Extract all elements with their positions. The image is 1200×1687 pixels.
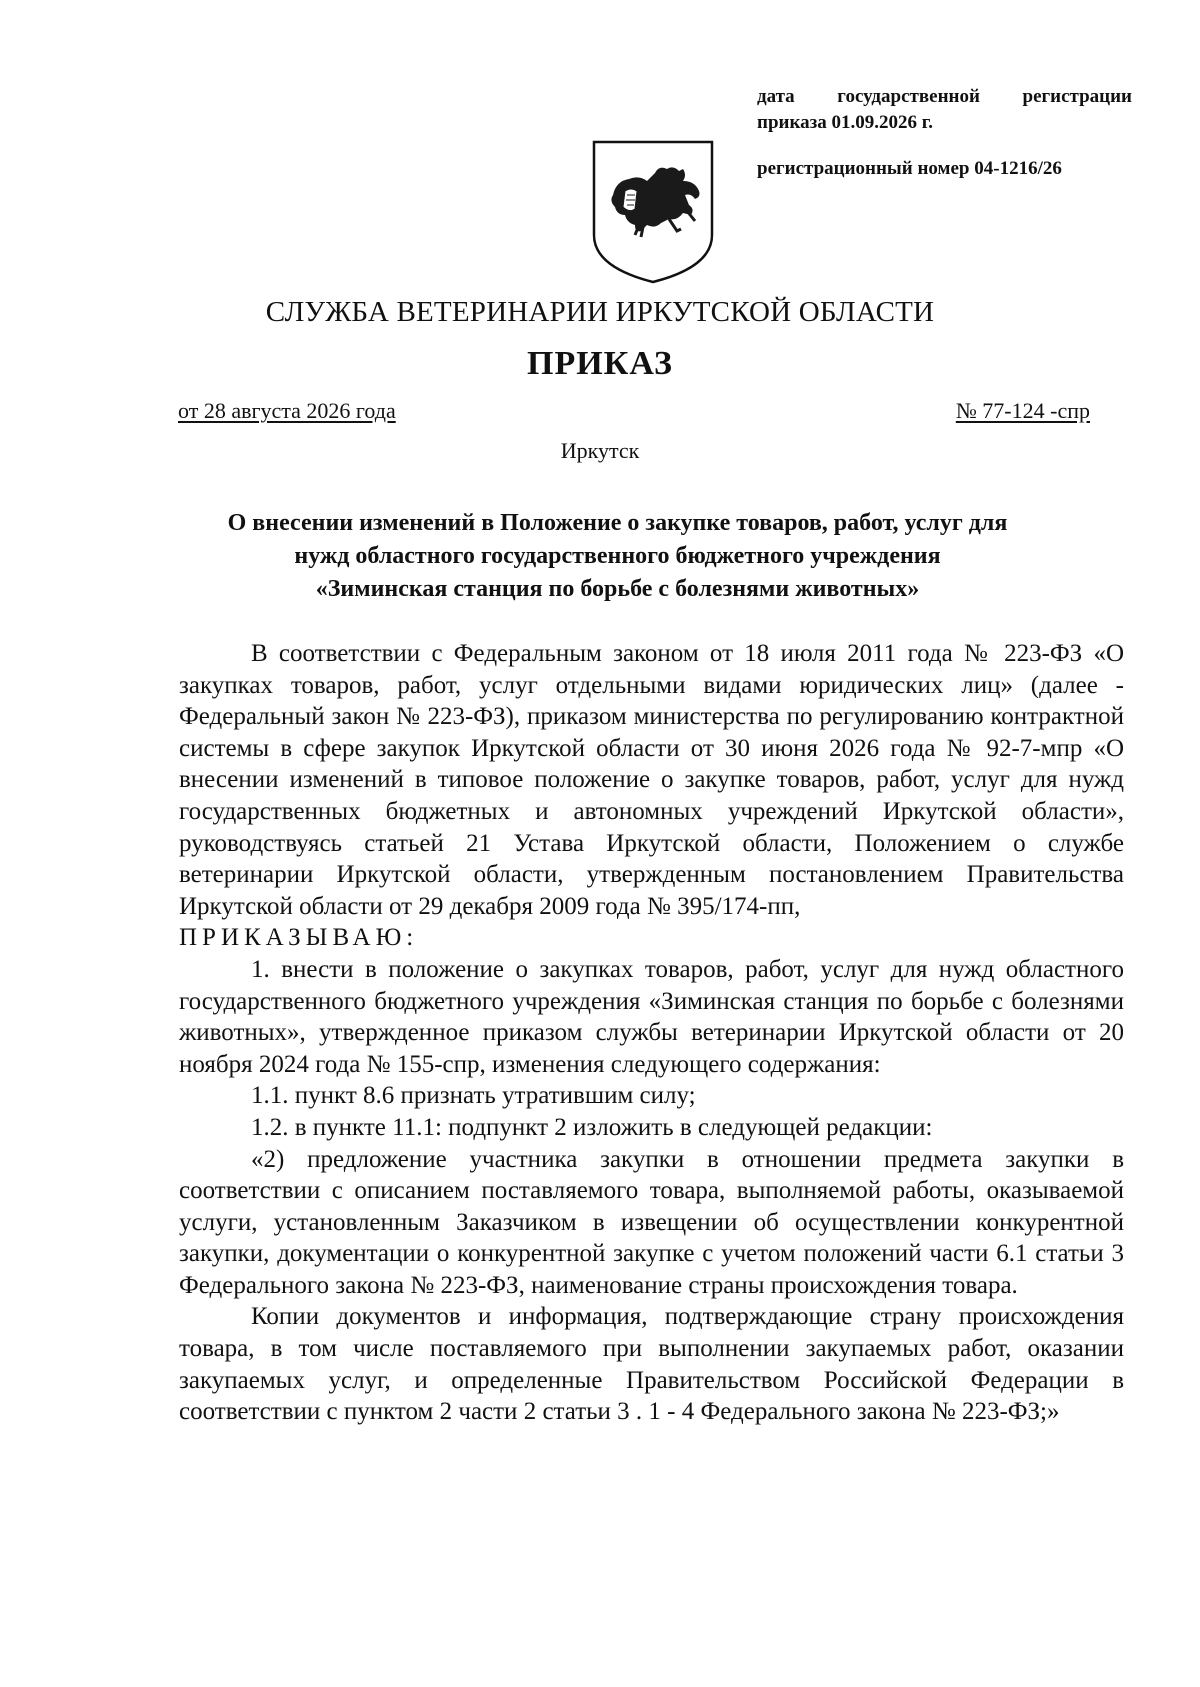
issuer-name: СЛУЖБА ВЕТЕРИНАРИИ ИРКУТСКОЙ ОБЛАСТИ bbox=[265, 296, 935, 328]
preamble-paragraph: В соответствии с Федеральным законом от 18 июля 2011 года № 223-ФЗ «О закупках товаров, работ, услуг отдельными видами юридических лиц» (далее - Федеральный закон № 223-ФЗ), приказом министерства по регулированию контрактной системы в сфере закупок Иркутской области от 30 июня 2026 года № 92-7-мпр «О внесении изменений в типовое положение о закупке товаров, работ, услуг для нужд государственных бюджетных и автономных учреждений Иркутской области», руководствуясь статьей 21 Устава Иркутской области, Положением о службе ветеринарии Иркутской области, утвержденным постановлением Правительства Иркутской области от 29 декабря 2009 года № 395/174-пп, bbox=[179, 640, 1124, 920]
registration-date-label: дата государственной регистрации bbox=[757, 86, 1132, 107]
order-date: от 28 августа 2026 года bbox=[178, 398, 396, 423]
order-number: № 77-124 -спр bbox=[955, 398, 1090, 423]
title-line: «Зиминская станция по борьбе с болезнями животных» bbox=[315, 576, 920, 602]
order-verb: ПРИКАЗЫВАЮ: bbox=[179, 924, 419, 952]
coat-of-arms-icon bbox=[591, 139, 715, 285]
registration-date-value: приказа 01.09.2026 г. bbox=[757, 112, 933, 133]
amended-text-paragraph: «2) предложение участника закупки в отношении предмета закупки в соответствии с описанием поставляемого товара, выполняемой работы, оказываемой услуги, установленным Заказчиком в извещении об осуществлении конкурентной закупки, документации о конкурентной закупке с учетом положений части 6.1 статьи 3 Федерального закона № 223-ФЗ, наименование страны происхождения товара. bbox=[179, 1145, 1124, 1299]
clause-1-1: 1.1. пункт 8.6 признать утратившим силу; bbox=[251, 1082, 696, 1110]
amended-text-paragraph: Копии документов и информация, подтверждающие страну происхождения товара, в том числе поставляемого при выполнении закупаемых работ, оказании закупаемых услуг, и определенные Правительством Российской Федерации в соответствии с пунктом 2 части 2 статьи 3 . 1 - 4 Федерального закона № 223-ФЗ;» bbox=[179, 1303, 1124, 1426]
clause-1: 1. внести в положение о закупках товаров, работ, услуг для нужд областного государственного бюджетного учреждения «Зиминская станция по борьбе с болезнями животных», утвержденное приказом службы ветеринарии Иркутской области от 20 ноября 2024 года № 155-спр, изменения следующего содержания: bbox=[179, 955, 1124, 1078]
title-line: О внесении изменений в Положение о закупке товаров, работ, услуг для bbox=[227, 510, 1008, 536]
registration-stamp bbox=[757, 84, 1132, 182]
registration-number: регистрационный номер 04-1216/26 bbox=[757, 158, 1062, 179]
clause-1-2: 1.2. в пункте 11.1: подпункт 2 изложить в следующей редакции: bbox=[251, 1113, 933, 1141]
document-title bbox=[150, 507, 1085, 606]
place-of-issue: Иркутск bbox=[560, 438, 640, 463]
title-line: нужд областного государственного бюджетного учреждения bbox=[294, 543, 941, 569]
document-body bbox=[179, 638, 1124, 1428]
document-type: ПРИКАЗ bbox=[527, 345, 673, 382]
